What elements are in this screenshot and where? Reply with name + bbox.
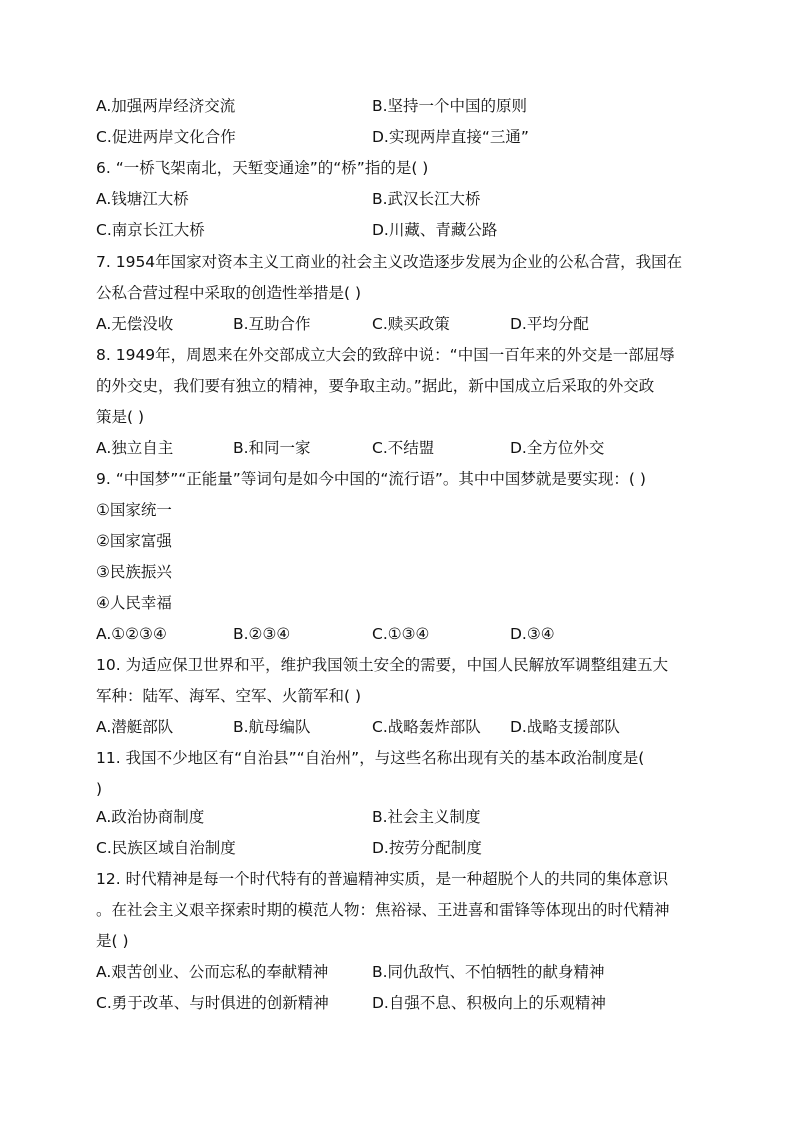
q11-option-c: C.民族区域自治制度	[96, 839, 236, 857]
q9-stem: 9. “中国梦”“正能量”等词句是如今中国的“流行语”。其中中国梦就是要实现：( )	[96, 470, 646, 488]
q12-stem-line-2: 。在社会主义艰辛探索时期的模范人物：焦裕禄、王进喜和雷锋等体现出的时代精神	[96, 901, 670, 919]
q9-option-a: A.①②③④	[96, 625, 167, 643]
q8-option-d: D.全方位外交	[510, 439, 605, 457]
q9-item-3: ③民族振兴	[96, 563, 172, 581]
q9-option-b: B.②③④	[233, 625, 291, 643]
q6-option-a: A.钱塘江大桥	[96, 190, 189, 208]
q12-option-d: D.自强不息、积极向上的乐观精神	[372, 994, 606, 1012]
q5-option-c: C.促进两岸文化合作	[96, 128, 236, 146]
q12-stem-line-1: 12. 时代精神是每一个时代特有的普遍精神实质，是一种超脱个人的共同的集体意识	[96, 870, 669, 888]
q12-stem-line-3: 是( )	[96, 932, 129, 950]
q6-stem: 6. “一桥飞架南北，天堑变通途”的“桥”指的是( )	[96, 159, 429, 177]
q7-option-b: B.互助合作	[233, 315, 311, 333]
q8-stem-line-3: 策是( )	[96, 408, 145, 426]
q8-stem-line-2: 的外交史，我们要有独立的精神，要争取主动。”据此，新中国成立后采取的外交政	[96, 377, 655, 395]
q8-option-a: A.独立自主	[96, 439, 174, 457]
q10-option-b: B.航母编队	[233, 718, 311, 736]
q12-option-c: C.勇于改革、与时俱进的创新精神	[96, 994, 329, 1012]
q7-stem-line-2: 公私合营过程中采取的创造性举措是( )	[96, 284, 362, 302]
q12-option-a: A.艰苦创业、公而忘私的奉献精神	[96, 963, 329, 981]
q7-option-d: D.平均分配	[510, 315, 589, 333]
q7-stem-line-1: 7. 1954年国家对资本主义工商业的社会主义改造逐步发展为企业的公私合营，我国在	[96, 253, 683, 271]
q5-option-b: B.坚持一个中国的原则	[372, 97, 528, 115]
q11-stem-line-1: 11. 我国不少地区有“自治县”“自治州”，与这些名称出现有关的基本政治制度是(	[96, 749, 645, 767]
q11-stem-line-2: )	[96, 780, 103, 798]
q7-option-c: C.赎买政策	[372, 315, 450, 333]
q10-option-c: C.战略轰炸部队	[372, 718, 481, 736]
q10-option-d: D.战略支援部队	[510, 718, 620, 736]
q9-option-c: C.①③④	[372, 625, 430, 643]
q6-option-d: D.川藏、青藏公路	[372, 221, 498, 239]
q8-option-b: B.和同一家	[233, 439, 311, 457]
q8-stem-line-1: 8. 1949年，周恩来在外交部成立大会的致辞中说：“中国一百年来的外交是一部屈辱	[96, 346, 675, 364]
q10-stem-line-2: 军种：陆军、海军、空军、火箭军和( )	[96, 687, 362, 705]
q6-option-b: B.武汉长江大桥	[372, 190, 481, 208]
q11-option-a: A.政治协商制度	[96, 808, 205, 826]
q11-option-d: D.按劳分配制度	[372, 839, 482, 857]
q9-item-2: ②国家富强	[96, 532, 172, 550]
q11-option-b: B.社会主义制度	[372, 808, 481, 826]
q5-option-a: A.加强两岸经济交流	[96, 97, 236, 115]
q10-option-a: A.潜艇部队	[96, 718, 174, 736]
q8-option-c: C.不结盟	[372, 439, 435, 457]
q5-option-d: D.实现两岸直接“三通”	[372, 128, 529, 146]
q10-stem-line-1: 10. 为适应保卫世界和平，维护我国领土安全的需要，中国人民解放军调整组建五大	[96, 656, 669, 674]
q12-option-b: B.同仇敌忾、不怕牺牲的献身精神	[372, 963, 605, 981]
q9-option-d: D.③④	[510, 625, 555, 643]
q9-item-4: ④人民幸福	[96, 594, 172, 612]
q7-option-a: A.无偿没收	[96, 315, 174, 333]
q9-item-1: ①国家统一	[96, 501, 172, 519]
q6-option-c: C.南京长江大桥	[96, 221, 205, 239]
